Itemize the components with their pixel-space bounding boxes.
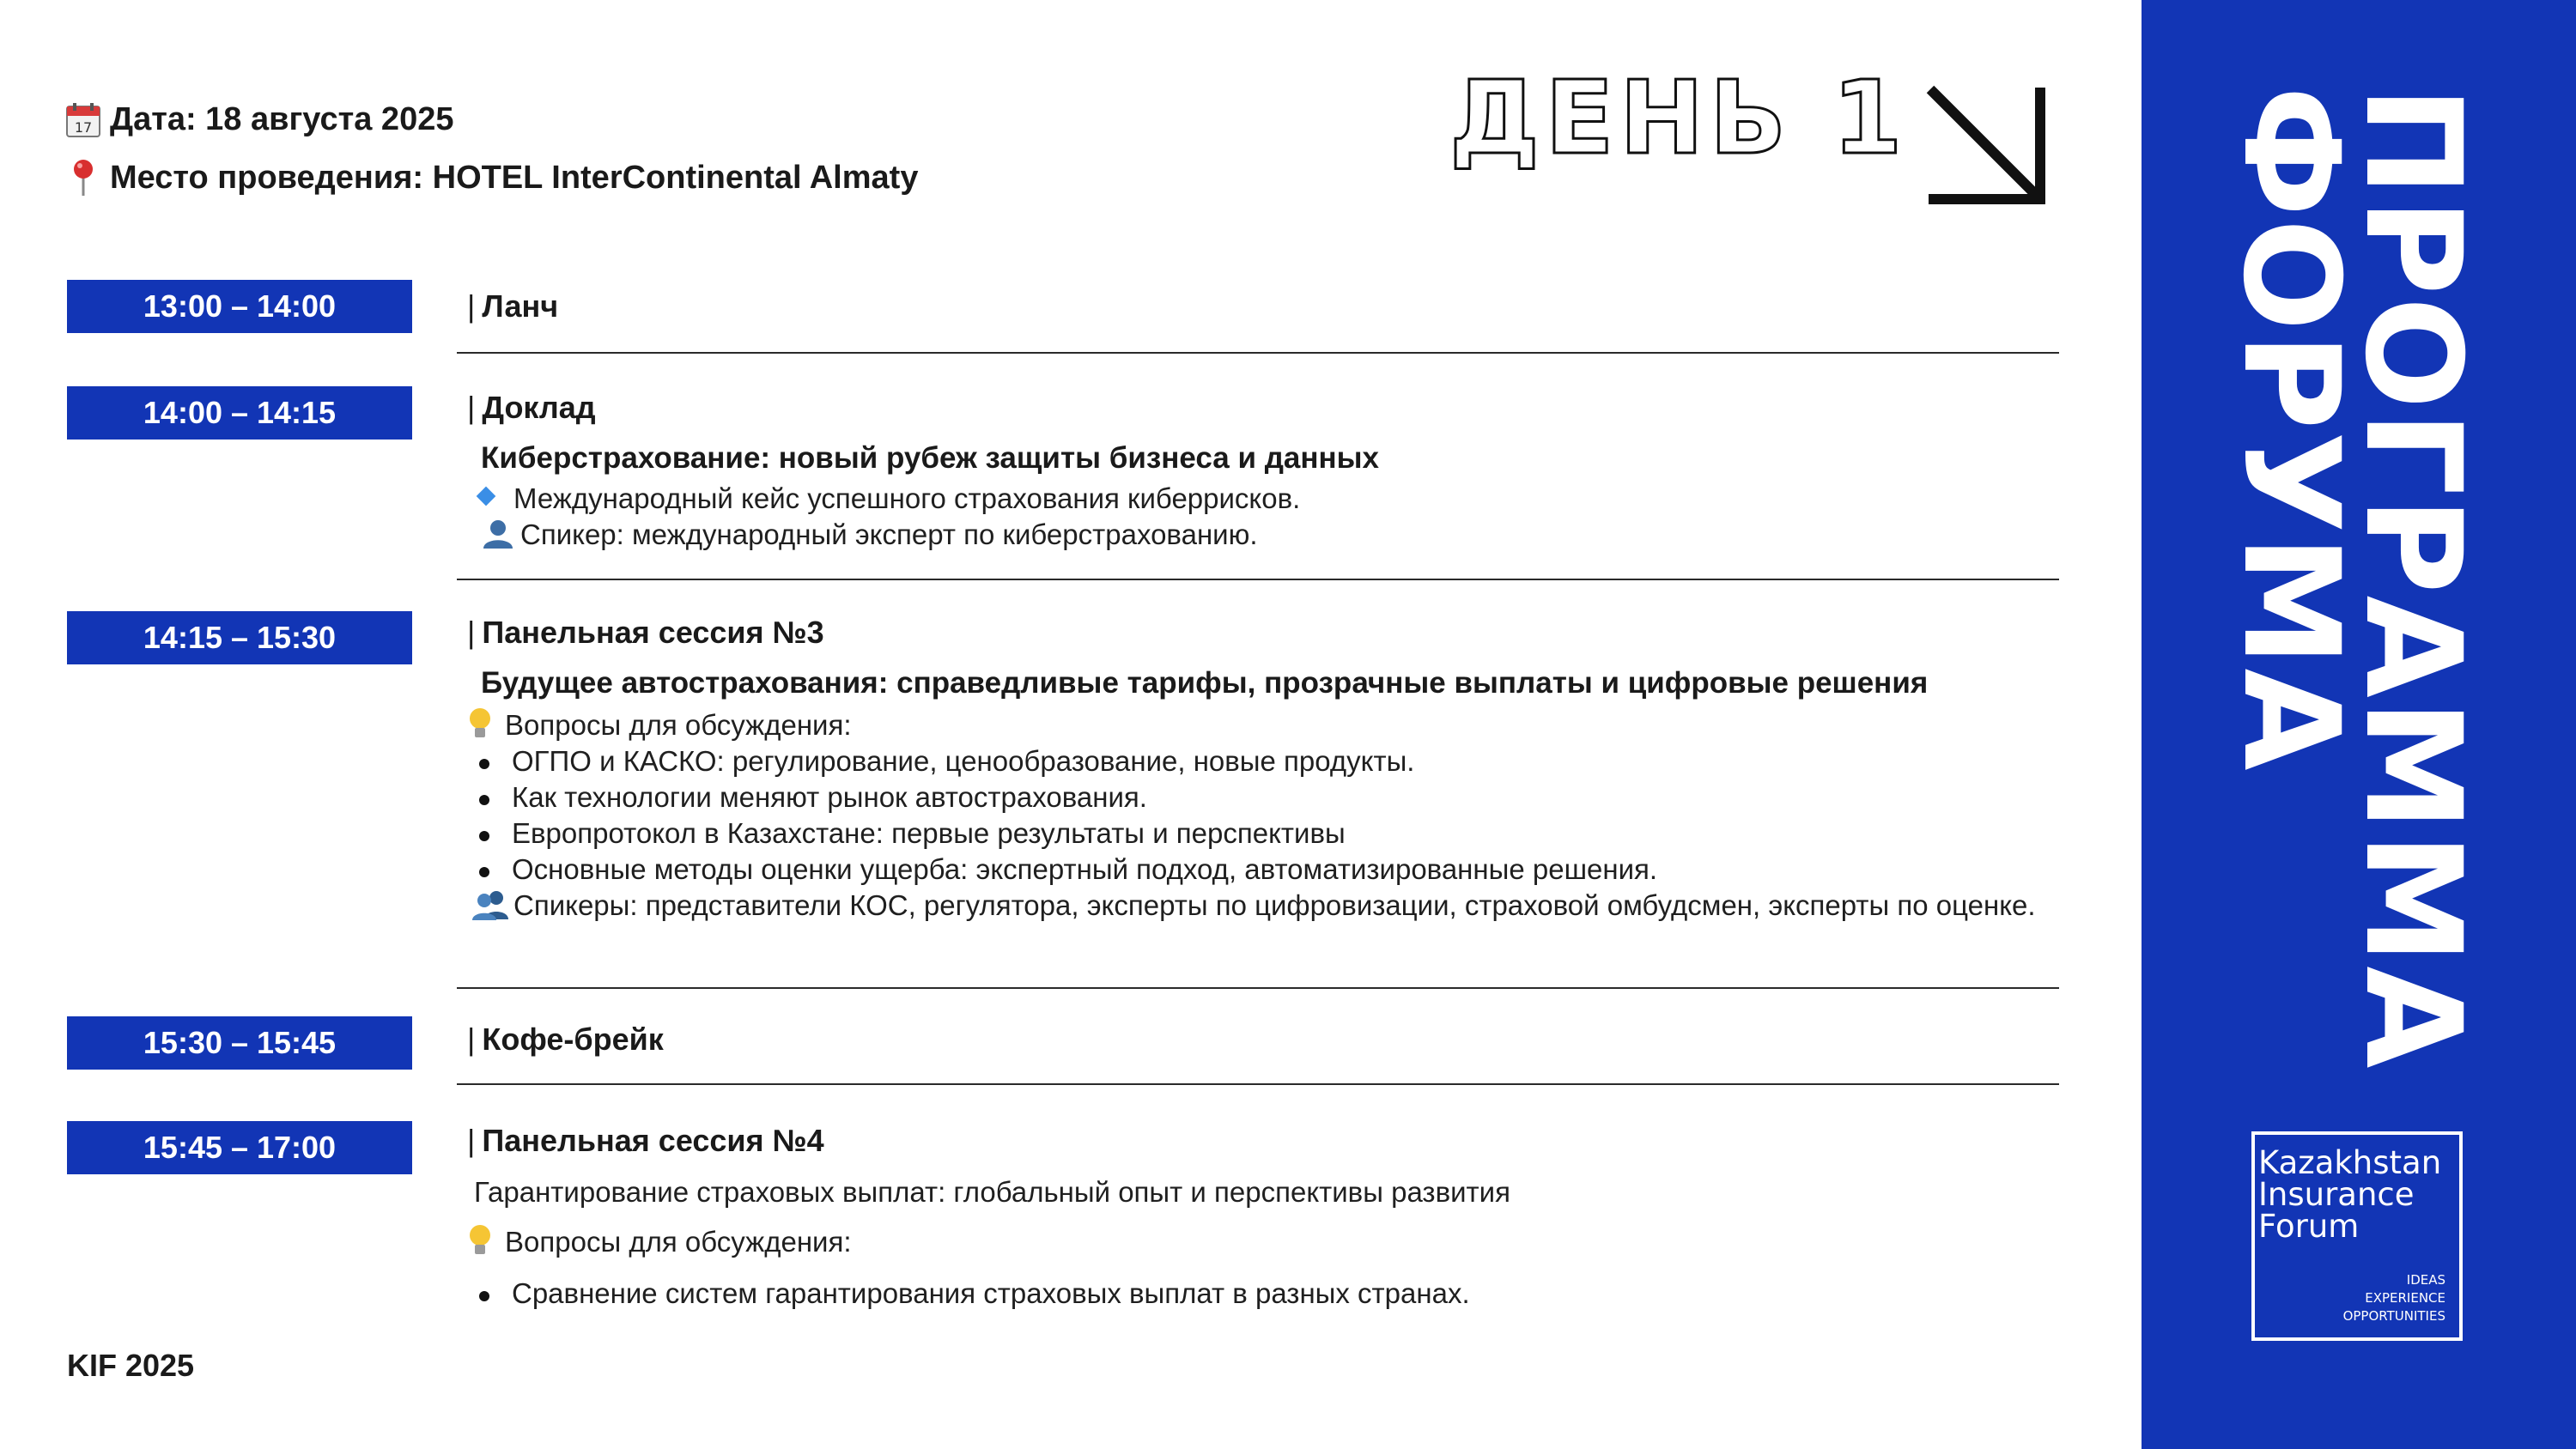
time-badge: 14:15 – 15:30 xyxy=(67,611,412,664)
session-label: | Ланч xyxy=(467,288,559,324)
arrow-down-right-icon xyxy=(1923,82,2052,211)
case-text: Международный кейс успешного страхования киберрисков. xyxy=(513,482,1301,514)
venue-text: Место проведения: HOTEL InterContinental Almaty xyxy=(110,159,919,196)
session-label: | Доклад xyxy=(467,390,596,425)
speakers-text: Спикеры: представители КОС, регулятора, эксперты по цифровизации, страховой омбудсмен, эксперты по оценке. xyxy=(513,889,2036,921)
logo-line3: Forum xyxy=(2258,1208,2360,1245)
questions-label: Вопросы для обсуждения: xyxy=(505,709,852,741)
session-label-text: Панельная сессия №3 xyxy=(482,615,824,650)
logo-tag1: IDEAS xyxy=(2406,1272,2445,1288)
date-text: Дата: 18 августа 2025 xyxy=(110,101,454,137)
kif-logo xyxy=(2251,1131,2463,1341)
session-label: | Панельная сессия №4 xyxy=(467,1123,824,1158)
diamond-icon xyxy=(477,487,496,506)
lightbulb-icon xyxy=(467,707,493,740)
divider xyxy=(457,1083,2059,1085)
questions-label: Вопросы для обсуждения: xyxy=(505,1226,852,1258)
bullet-item: ОГПО и КАСКО: регулирование, ценообразование, новые продукты. xyxy=(512,745,1415,777)
day-title: ДЕНЬ 1 xyxy=(1449,58,1908,177)
time-badge: 13:00 – 14:00 xyxy=(67,280,412,333)
lightbulb-icon xyxy=(467,1224,493,1257)
logo-tagline xyxy=(2343,1271,2445,1325)
bullet-dot xyxy=(479,831,489,841)
bullet-dot xyxy=(479,867,489,877)
session-label: | Панельная сессия №3 xyxy=(467,615,824,650)
time-badge: 15:30 – 15:45 xyxy=(67,1016,412,1070)
logo-tag3: OPPORTUNITIES xyxy=(2342,1308,2445,1324)
bullet-item: Как технологии меняют рынок автострахования. xyxy=(512,781,1147,813)
divider xyxy=(457,987,2059,989)
event-venue xyxy=(65,158,918,197)
session-label-text: Панельная сессия №4 xyxy=(482,1123,824,1158)
pin-icon xyxy=(65,158,101,197)
logo-line1: Kazakhstan xyxy=(2258,1144,2442,1181)
logo-line2: Insurance xyxy=(2258,1176,2415,1213)
time-badge: 15:45 – 17:00 xyxy=(67,1121,412,1174)
divider xyxy=(457,352,2059,354)
bullet-item: Сравнение систем гарантирования страховых выплат в разных странах. xyxy=(512,1277,1470,1309)
logo-name xyxy=(2258,1144,2442,1245)
time-badge: 14:00 – 14:15 xyxy=(67,386,412,440)
program-title-line2: ФОРУМА xyxy=(2214,86,2368,773)
session-title: Киберстрахование: новый рубеж защиты бизнеса и данных xyxy=(481,441,1380,475)
program-title xyxy=(2214,86,2489,1070)
event-date xyxy=(65,101,453,138)
session-label-text: Ланч xyxy=(482,288,559,324)
bullet-dot xyxy=(479,759,489,769)
session-label-text: Доклад xyxy=(482,390,596,425)
speaker-text: Спикер: международный эксперт по киберстрахованию. xyxy=(520,518,1258,550)
session-title: Гарантирование страховых выплат: глобальный опыт и перспективы развития xyxy=(474,1176,1510,1208)
bullet-item: Европротокол в Казахстане: первые результаты и перспективы xyxy=(512,817,1346,849)
bullet-dot xyxy=(479,795,489,805)
session-label-text: Кофе-брейк xyxy=(482,1022,664,1057)
speaker-icon xyxy=(481,518,515,549)
program-title-line1: ПРОГРАММА xyxy=(2336,86,2489,1070)
svg-text:17: 17 xyxy=(74,118,93,136)
session-label: | Кофе-брейк xyxy=(467,1022,664,1057)
bullet-dot xyxy=(479,1291,489,1301)
calendar-icon xyxy=(65,102,101,138)
bullet-item: Основные методы оценки ущерба: экспертный подход, автоматизированные решения. xyxy=(512,853,1658,885)
logo-tag2: EXPERIENCE xyxy=(2365,1290,2445,1306)
footer-label: KIF 2025 xyxy=(67,1348,195,1383)
divider xyxy=(457,579,2059,580)
session-title: Будущее автострахования: справедливые тарифы, прозрачные выплаты и цифровые решения xyxy=(481,666,1929,700)
